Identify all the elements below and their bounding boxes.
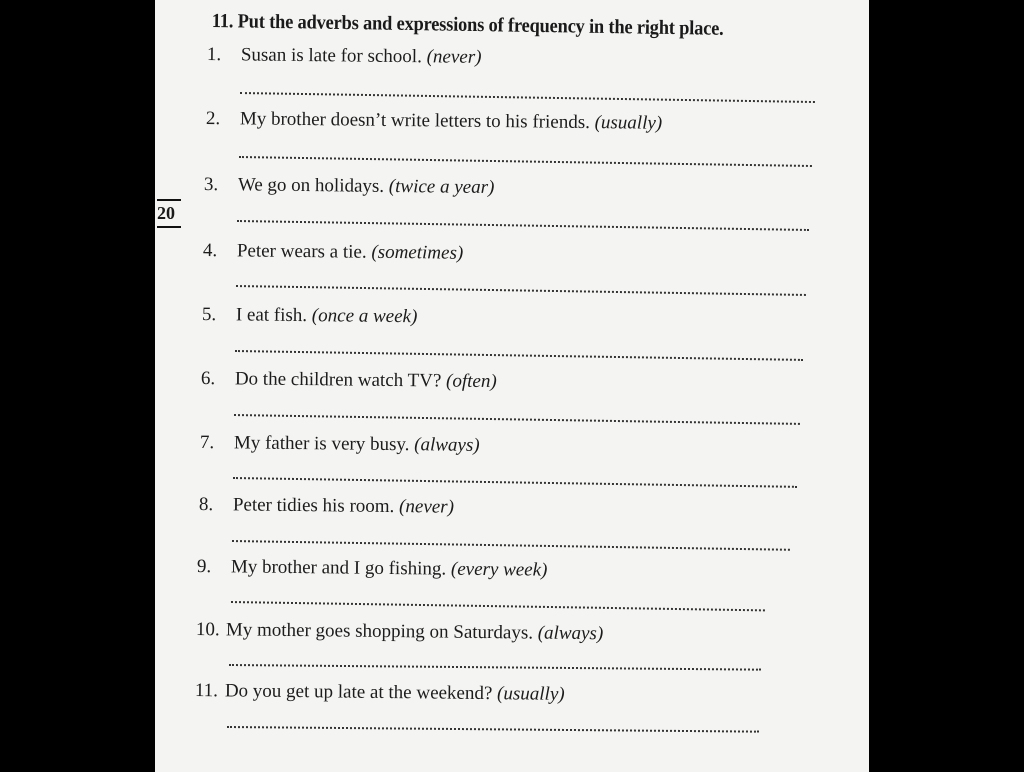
question-number: 2. xyxy=(205,108,221,130)
question-text: Peter wears a tie. xyxy=(236,240,367,263)
question-number: 9. xyxy=(196,556,212,578)
question-text: We go on holidays. xyxy=(237,174,385,197)
score-top-rule xyxy=(157,199,181,201)
question-hint: (usually) xyxy=(496,683,565,705)
answer-line-4[interactable] xyxy=(236,285,806,296)
question-text: Do the children watch TV? xyxy=(234,368,442,392)
question-text: My father is very busy. xyxy=(233,432,410,456)
question-hint: (often) xyxy=(445,370,497,393)
question-text: My brother and I go fishing. xyxy=(230,556,447,580)
answer-line-2[interactable] xyxy=(239,156,812,167)
answer-line-11[interactable] xyxy=(227,726,759,733)
question-9 xyxy=(197,556,548,582)
question-text: Do you get up late at the weekend? xyxy=(224,680,493,705)
question-hint: (twice a year) xyxy=(388,175,495,199)
exercise-title: 11. Put the adverbs and expressions of frequency in the right place. xyxy=(211,10,724,40)
answer-line-10[interactable] xyxy=(229,664,761,671)
answer-line-1[interactable] xyxy=(240,92,815,103)
question-text: I eat fish. xyxy=(235,304,308,327)
question-text: Susan is late for school. xyxy=(240,44,423,68)
answer-line-7[interactable] xyxy=(233,477,797,488)
question-number: 1. xyxy=(206,44,222,66)
score-value: 20 xyxy=(157,203,175,223)
question-hint: (every week) xyxy=(450,558,548,581)
question-hint: (always) xyxy=(537,622,604,645)
question-8 xyxy=(199,494,454,519)
question-hint: (sometimes) xyxy=(371,241,464,264)
worksheet-page xyxy=(155,0,869,772)
question-number: 8. xyxy=(198,494,214,516)
question-2 xyxy=(206,108,663,135)
question-number: 6. xyxy=(200,368,216,390)
answer-line-9[interactable] xyxy=(231,601,765,611)
score-bottom-rule xyxy=(157,226,181,228)
question-text: My brother doesn’t write letters to his friends. xyxy=(239,108,591,134)
question-hint: (never) xyxy=(399,496,455,518)
question-text: Peter tidies his room. xyxy=(232,494,395,518)
question-text: My mother goes shopping on Saturdays. xyxy=(225,619,534,644)
answer-line-5[interactable] xyxy=(235,350,803,361)
question-hint: (never) xyxy=(426,46,482,68)
question-number: 11. xyxy=(194,680,219,702)
question-hint: (always) xyxy=(414,434,480,456)
question-number: 4. xyxy=(202,240,218,262)
question-hint: (usually) xyxy=(594,112,663,134)
question-number: 3. xyxy=(203,174,219,196)
question-3 xyxy=(204,174,495,199)
answer-line-6[interactable] xyxy=(234,414,800,425)
answer-line-3[interactable] xyxy=(237,220,809,231)
question-4 xyxy=(203,240,464,265)
question-hint: (once a week) xyxy=(311,305,418,328)
question-number: 10. xyxy=(195,619,220,641)
question-number: 5. xyxy=(201,304,217,326)
question-7 xyxy=(200,432,480,457)
score-box xyxy=(157,197,181,230)
question-11 xyxy=(195,680,565,706)
question-5 xyxy=(202,304,418,328)
question-1 xyxy=(207,44,482,69)
answer-line-8[interactable] xyxy=(232,540,790,551)
question-6 xyxy=(201,368,497,393)
question-10 xyxy=(196,619,604,645)
question-number: 7. xyxy=(199,432,215,454)
